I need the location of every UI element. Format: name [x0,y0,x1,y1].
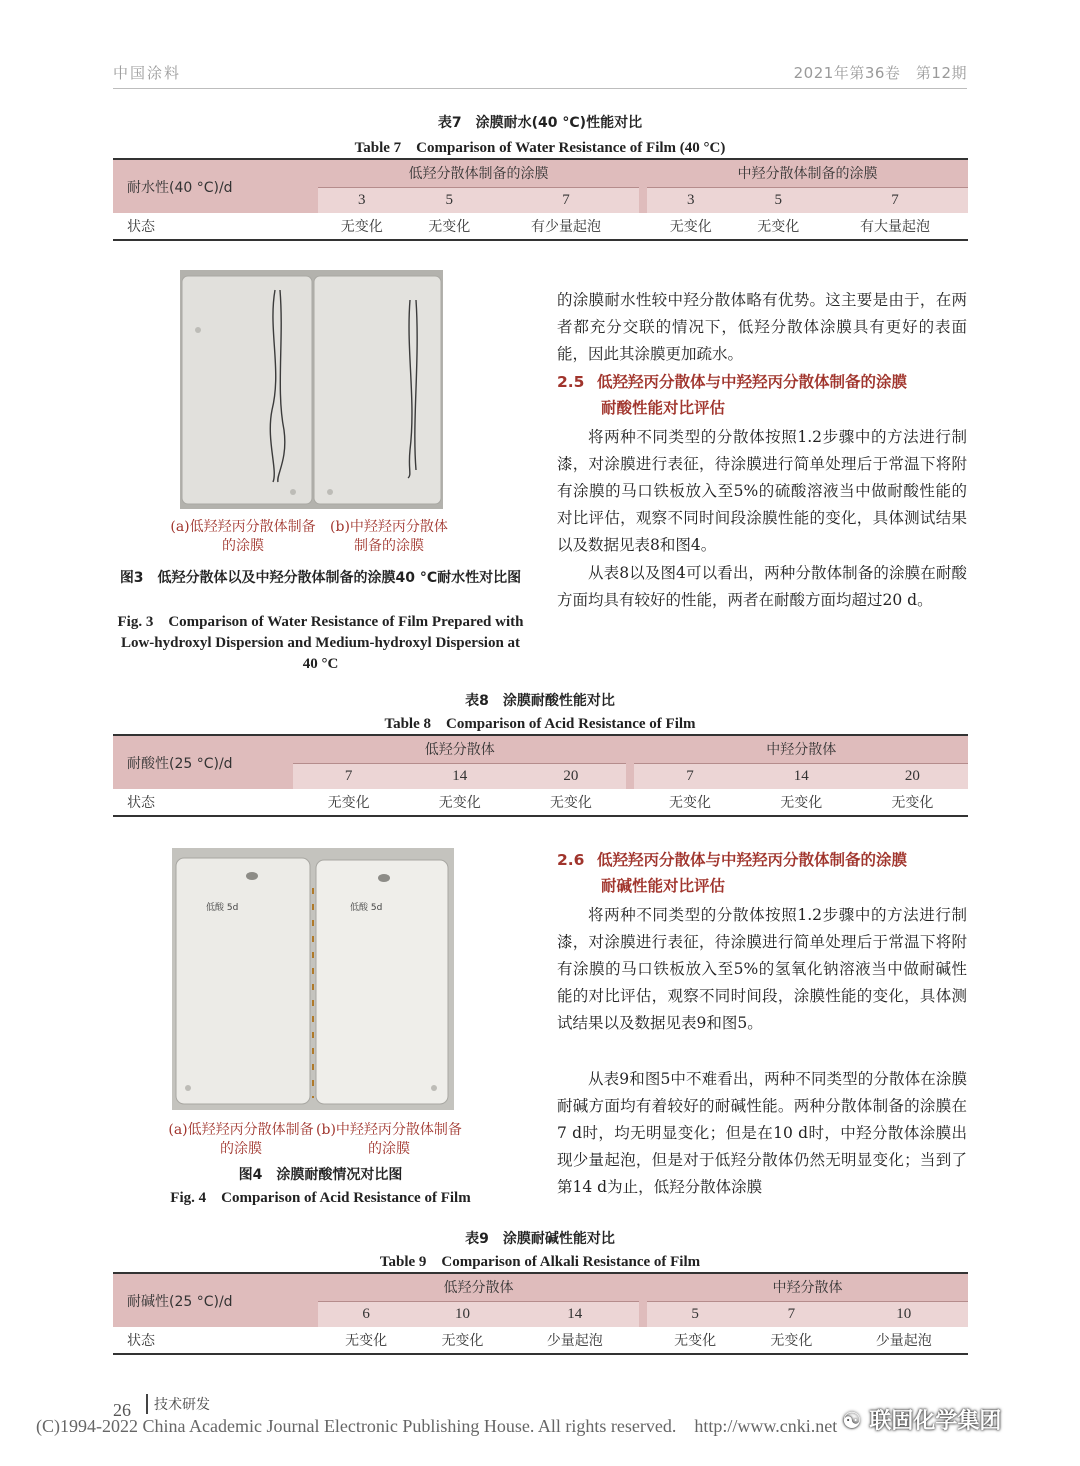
section-2-6-para1: 将两种不同类型的分散体按照1.2步骤中的方法进行制漆，对涂膜进行表征，待涂膜进行简单处理后于常温下将附有涂膜的马口铁板放入至5%的氢氧化钠溶液当中做耐碱性能的对比评估，观察不同时间段，涂膜性能的变化，具体测试结果以及数据见表9和图5。 [557,906,967,1032]
table9-row-header: 耐碱性(25 °C)/d [113,1273,318,1327]
table7-group-a: 低羟分散体制备的涂膜 [318,159,639,187]
table8-day: 7 [634,763,745,789]
figure3-panels [180,270,443,509]
table8-day: 14 [404,763,515,789]
table7-day: 5 [406,187,494,213]
table7-state: 无变化 [406,213,494,240]
table8 [113,734,968,817]
figure4-caption-en: Fig. 4 Comparison of Acid Resistance of Film [170,1190,471,1206]
table7-group-b: 中羟分散体制备的涂膜 [647,159,968,187]
watermark [842,1404,1001,1435]
table8-state: 无变化 [515,789,626,816]
figure3-caption-en: Fig. 3 Comparison of Water Resistance of Film Prepared with Low-hydroxyl Dispersion and Medium-hydroxyl Dispersion at 40 °C [117,614,524,672]
section-2-5-title-line2: 耐酸性能对比评估 [601,399,726,417]
table7-state: 无变化 [735,213,823,240]
section-2-6-title-line2: 耐碱性能对比评估 [601,877,726,895]
figure4-photo [172,848,454,1110]
table9-day: 6 [318,1301,414,1327]
figure4-caption-zh: 图4 涂膜耐酸情况对比图 [238,1167,403,1183]
section-2-6-number: 2.6 [557,851,585,869]
table7-day: 5 [735,187,823,213]
table9-state-label: 状态 [113,1327,318,1354]
table7-day: 7 [493,187,639,213]
table9-day: 14 [511,1301,639,1327]
table8-day: 20 [515,763,626,789]
section-2-5-para1: 将两种不同类型的分散体按照1.2步骤中的方法进行制漆，对涂膜进行表征，待涂膜进行简单处理后于常温下将附有涂膜的马口铁板放入至5%的硫酸溶液当中做耐酸性能的对比评估，观察不同时间段涂膜性能的变化，具体测试结果以及数据见表8和图4。 [557,428,967,554]
table8-state: 无变化 [857,789,968,816]
table7-day: 3 [318,187,406,213]
paragraph-continued: 的涂膜耐水性较中羟分散体略有优势。这主要是由于，在两者都充分交联的情况下，低羟分散体涂膜具有更好的表面能，因此其涂膜更加疏水。 [557,291,967,363]
section-2-6-title [557,847,967,899]
table9-group-b: 中羟分散体 [647,1273,968,1301]
table9-state: 少量起泡 [511,1327,639,1354]
table8-state: 无变化 [404,789,515,816]
figure4-panels [172,848,454,1110]
table8-row-header: 耐酸性(25 °C)/d [113,735,293,789]
figure4-panel-a-label: 低酸 5d [206,903,239,913]
copyright-line: (C)1994-2022 China Academic Journal Electronic Publishing House. All rights reserved. http://www.cnki.net [36,1416,838,1436]
figure4-sub-b: (b)中羟羟丙分散体制备的涂膜 [316,1122,462,1157]
section-2-6-para2: 从表9和图5中不难看出，两种不同类型的分散体在涂膜耐碱方面均有着较好的耐碱性能。两种分散体制备的涂膜在7 d时，均无明显变化；但是在10 d时，中羟分散体涂膜出现少量起泡，但是对于低羟分散体仍然无明显变化；当到了第14 d为止，低羟分散体涂膜 [557,1070,967,1196]
table7-state: 无变化 [318,213,406,240]
table9-state: 少量起泡 [840,1327,968,1354]
table9-state: 无变化 [647,1327,743,1354]
table8-title-en: Table 8 Comparison of Acid Resistance of Film [384,716,696,732]
table8-day: 14 [746,763,857,789]
figure3-photo [180,270,443,509]
table8-group-b: 中羟分散体 [634,735,968,763]
table8-day: 7 [293,763,404,789]
table9-title-zh: 表9 涂膜耐碱性能对比 [465,1231,615,1247]
table7-state: 无变化 [647,213,735,240]
table8-state: 无变化 [634,789,745,816]
figure3-caption-zh: 图3 低羟分散体以及中羟分散体制备的涂膜40 °C耐水性对比图 [119,570,522,586]
table9-state: 无变化 [318,1327,414,1354]
table7-state-label: 状态 [113,213,318,240]
header-rule [113,88,967,89]
section-2-6-title-line1: 低羟羟丙分散体与中羟羟丙分散体制备的涂膜 [597,851,908,869]
table9-day: 5 [647,1301,743,1327]
table8-day: 20 [857,763,968,789]
figure4-sub-a: (a)低羟羟丙分散体制备的涂膜 [168,1122,314,1157]
table7-title-en: Table 7 Comparison of Water Resistance of Film (40 °C) [354,140,726,156]
figure4-panel-b-label: 低酸 5d [350,903,383,913]
table8-group-a: 低羟分散体 [293,735,626,763]
table9-group-a: 低羟分散体 [318,1273,639,1301]
table8-state: 无变化 [293,789,404,816]
table8-state-label: 状态 [113,789,293,816]
figure3-sub-a: (a)低羟羟丙分散体制备的涂膜 [170,519,316,554]
table7-day: 7 [822,187,968,213]
table9-day: 7 [743,1301,839,1327]
section-2-5-para2: 从表8以及图4可以看出，两种分散体制备的涂膜在耐酸方面均具有较好的性能，两者在耐酸方面均超过20 d。 [557,564,967,609]
table9 [113,1272,968,1355]
table7-state: 有大量起泡 [822,213,968,240]
issue-info: 2021年第36卷 第12期 [793,64,967,82]
table9-day: 10 [840,1301,968,1327]
table7-row-header: 耐水性(40 °C)/d [113,159,318,213]
table9-state: 无变化 [414,1327,510,1354]
section-2-5-title [557,369,967,421]
table9-title-en: Table 9 Comparison of Alkali Resistance of Film [379,1254,701,1270]
table7-title-zh: 表7 涂膜耐水(40 °C)性能对比 [437,115,643,131]
journal-name: 中国涂料 [113,64,182,82]
figure3-sub-b: (b)中羟羟丙分散体制备的涂膜 [330,519,448,554]
wechat-icon: ☯ [842,1409,870,1434]
footer-section: 技术研发 [146,1394,210,1414]
table7-day: 3 [647,187,735,213]
watermark-text: 联固化学集团 [869,1409,1002,1434]
section-2-5-number: 2.5 [557,373,585,391]
table8-state: 无变化 [746,789,857,816]
page-number: 26 [113,1400,131,1420]
table9-state: 无变化 [743,1327,839,1354]
table7-state: 有少量起泡 [493,213,639,240]
table7 [113,158,968,241]
table8-title-zh: 表8 涂膜耐酸性能对比 [465,693,615,709]
table9-day: 10 [414,1301,510,1327]
section-2-5-title-line1: 低羟羟丙分散体与中羟羟丙分散体制备的涂膜 [597,373,908,391]
